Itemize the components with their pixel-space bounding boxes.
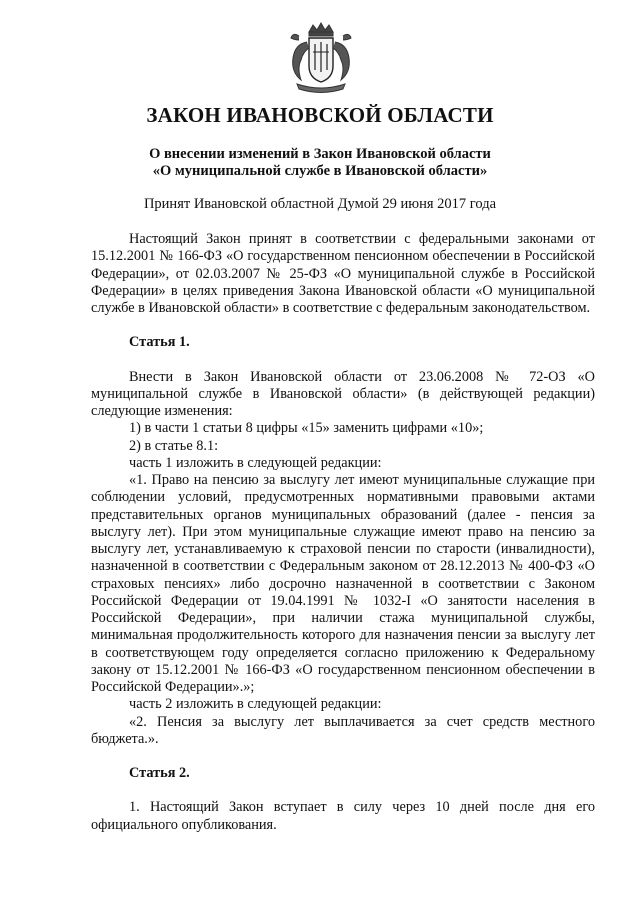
part-1-intro: часть 1 изложить в следующей редакции: — [129, 454, 382, 471]
adoption-note: Принят Ивановской областной Думой 29 июня 2017 года — [143, 196, 497, 212]
subtitle-line-2: «О муниципальной службе в Ивановской области» — [152, 163, 488, 179]
article-1-item-1: 1) в части 1 статьи 8 цифры «15» заменить цифрами «10»; — [129, 420, 484, 437]
document-subtitle — [0, 146, 640, 180]
preamble-paragraph: Настоящий Закон принят в соответствии с федеральными законами от 15.12.2001 № 166-ФЗ «О государственном пенсионном обеспечении в Российской Федерации», от 02.03.2007 № 25-ФЗ «О муниципальной службе в Российской Федерации» в целях приведения Закона Ивановской области «О муниципальной службе в Ивановской области» в соответствие с федеральным законодательством. — [91, 231, 595, 316]
article-1-item-2: 2) в статье 8.1: — [129, 437, 219, 454]
document-body — [91, 231, 595, 834]
subtitle-line-1: О внесении изменений в Закон Ивановской области — [149, 146, 491, 162]
part-2-intro: часть 2 изложить в следующей редакции: — [129, 696, 382, 713]
article-2-heading: Статья 2. — [129, 765, 190, 781]
document-title: ЗАКОН ИВАНОВСКОЙ ОБЛАСТИ — [146, 103, 494, 127]
ivanovo-coat-of-arms-icon — [287, 22, 355, 94]
article-1-intro: Внести в Закон Ивановской области от 23.06.2008 № 72-ОЗ «О муниципальной службе в Ивановской области» (в действующей редакции) следующие изменения: — [91, 368, 595, 419]
part-2-text: «2. Пенсия за выслугу лет выплачивается за счет средств местного бюджета.». — [91, 713, 595, 747]
part-1-text: «1. Право на пенсию за выслугу лет имеют муниципальные служащие при соблюдении условий, предусмотренных нормативными правовыми актами представительных органов муниципальных образований (далее - пенсия за выслугу лет). При этом муниципальные служащие имеют право на пенсию за выслугу лет, устанавливаемую к страховой пенсии по старости (инвалидности), назначенной в соответствии с Федеральным законом от 28.12.2013 № 400-ФЗ «О страховых пенсиях» либо досрочно назначенной в соответствии с Законом Российской Федерации от 19.04.1991 № 1032-I «О занятости населения в Российской Федерации», при наличии стажа муниципальной службы, минимальная продолжительность которого для назначения пенсии за выслугу лет в соответствующем году определяется согласно приложению к Федеральному закону от 15.12.2001 № 166-ФЗ «О государственном пенсионном обеспечении в Российской Федерации».»; — [91, 472, 595, 695]
article-2-text: 1. Настоящий Закон вступает в силу через 10 дней после дня его официального опубликования. — [91, 799, 595, 833]
article-1-heading: Статья 1. — [129, 334, 190, 351]
